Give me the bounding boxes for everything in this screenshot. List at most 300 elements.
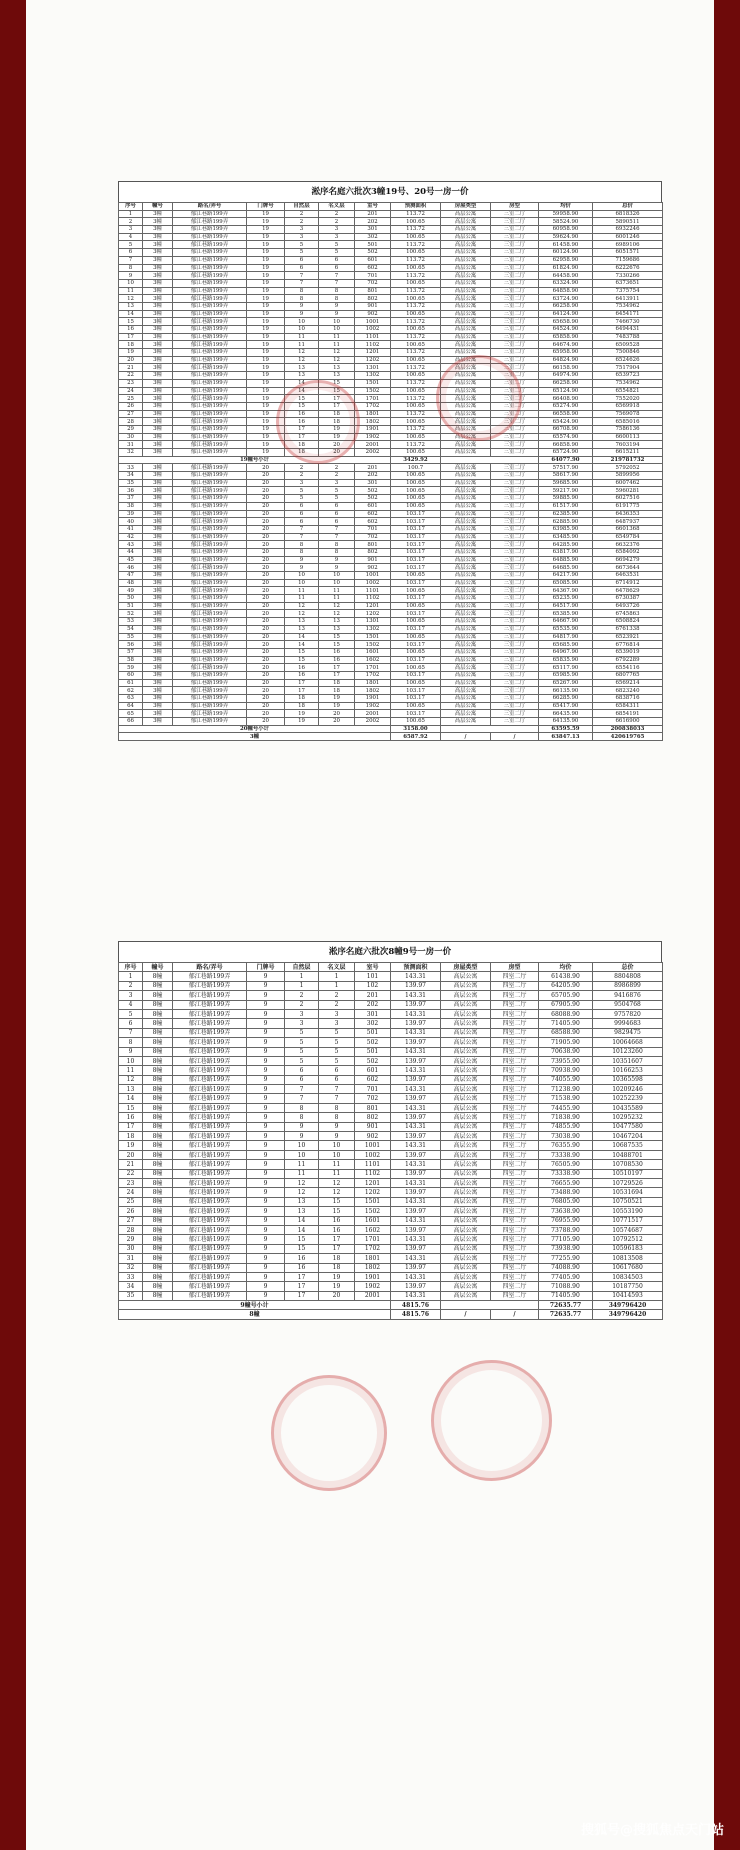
- table-cell: 1101: [355, 587, 391, 595]
- table-row: [119, 1263, 663, 1272]
- table-cell: 9: [319, 302, 355, 310]
- table-cell: 高层公寓: [441, 518, 491, 526]
- table-cell: 郁江巷路199弄: [173, 479, 247, 487]
- table-cell: 郁江巷路199弄: [173, 349, 247, 357]
- table-cell: 51: [119, 602, 143, 610]
- table-cell: 66135.90: [539, 687, 593, 695]
- table-cell: 高层公寓: [441, 1197, 491, 1206]
- table-cell: 三室二厅: [491, 564, 539, 572]
- table-cell: 3: [285, 233, 319, 241]
- table-cell: 三室二厅: [491, 372, 539, 380]
- table-cell: 9994683: [593, 1019, 663, 1028]
- table-row: [119, 479, 663, 487]
- table-cell: 17: [319, 664, 355, 672]
- table-cell: 1901: [355, 1272, 391, 1281]
- table-cell: 1801: [355, 679, 391, 687]
- table-cell: 高层公寓: [441, 1094, 491, 1103]
- table-cell: 1102: [355, 595, 391, 603]
- table-cell: 65685.90: [539, 641, 593, 649]
- table-cell: 郁江巷路199弄: [173, 210, 247, 218]
- table-cell: 3幢: [143, 487, 173, 495]
- table-cell: 43: [119, 541, 143, 549]
- table-cell: 8幢: [143, 1291, 173, 1300]
- table-cell: 8幢: [143, 1075, 173, 1084]
- table-cell: 郁江巷路199弄: [173, 241, 247, 249]
- table-cell: 1102: [355, 1169, 391, 1178]
- table-row: [119, 1056, 663, 1065]
- table-cell: 9: [247, 1085, 285, 1094]
- table-cell: 1701: [355, 1235, 391, 1244]
- table-cell: 9504768: [593, 1000, 663, 1009]
- table-cell: 1002: [355, 1150, 391, 1159]
- table-cell: 3幢: [143, 548, 173, 556]
- table-cell: 302: [355, 1019, 391, 1028]
- table-cell: 602: [355, 518, 391, 526]
- table-cell: 3幢: [143, 695, 173, 703]
- table-cell: 24: [119, 387, 143, 395]
- table-cell: 郁江巷路199弄: [173, 495, 247, 503]
- table-cell: 73938.90: [539, 1244, 593, 1253]
- table-cell: 65724.90: [539, 449, 593, 457]
- summary-avg-price: 64077.90: [539, 456, 593, 464]
- table-cell: 32: [119, 449, 143, 457]
- table-cell: 郁江巷路199弄: [173, 1085, 247, 1094]
- table-cell: 三室二厅: [491, 256, 539, 264]
- table-cell: 高层公寓: [441, 1000, 491, 1009]
- table-cell: 郁江巷路199弄: [173, 718, 247, 726]
- table-cell: 113.72: [391, 287, 441, 295]
- table-cell: 16: [285, 410, 319, 418]
- table-cell: 139.97: [391, 1207, 441, 1216]
- table-cell: 65424.90: [539, 418, 593, 426]
- table-cell: 23: [119, 379, 143, 387]
- table-cell: 71088.90: [539, 1282, 593, 1291]
- table-cell: 四室二厅: [491, 1263, 539, 1272]
- table-cell: 8幢: [143, 1169, 173, 1178]
- table-cell: 103.17: [391, 533, 441, 541]
- table-cell: 65658.90: [539, 318, 593, 326]
- column-header: 室号: [355, 203, 391, 211]
- table-cell: 郁江巷路199弄: [173, 1254, 247, 1263]
- table-cell: 1001: [355, 572, 391, 580]
- table-row: [119, 679, 663, 687]
- table-cell: 18: [285, 449, 319, 457]
- table-cell: 3幢: [143, 556, 173, 564]
- table-cell: 502: [355, 487, 391, 495]
- table-cell: 1101: [355, 1160, 391, 1169]
- table-cell: 6730387: [593, 595, 663, 603]
- table-row: [119, 510, 663, 518]
- table-row: [119, 379, 663, 387]
- summary-label: 19幢号小计: [119, 456, 391, 464]
- table-cell: 9: [247, 1094, 285, 1103]
- table-cell: 701: [355, 272, 391, 280]
- table-cell: 73788.90: [539, 1225, 593, 1234]
- column-header: 预测面积: [391, 963, 441, 972]
- table-cell: 7552020: [593, 395, 663, 403]
- table-cell: 100.65: [391, 418, 441, 426]
- table-row: [119, 610, 663, 618]
- table-cell: 3: [285, 479, 319, 487]
- table-cell: 602: [355, 1075, 391, 1084]
- table-cell: 20: [247, 479, 285, 487]
- table-cell: 1901: [355, 695, 391, 703]
- table-cell: 郁江巷路199弄: [173, 610, 247, 618]
- table-cell: 三室二厅: [491, 610, 539, 618]
- table-cell: 13: [319, 372, 355, 380]
- table-cell: 三室二厅: [491, 464, 539, 472]
- table-cell: 11: [285, 341, 319, 349]
- table-cell: 16: [119, 326, 143, 334]
- table-title: 淞序名庭六批次8幢9号一房一价: [118, 941, 662, 962]
- table-cell: 19: [119, 1141, 143, 1150]
- table-cell: 20: [247, 718, 285, 726]
- table-cell: 郁江巷路199弄: [173, 972, 247, 981]
- table-cell: 三室二厅: [491, 702, 539, 710]
- table-cell: 70638.90: [539, 1047, 593, 1056]
- subtotal-row: [119, 456, 663, 464]
- table-cell: 三室二厅: [491, 618, 539, 626]
- table-cell: 6493726: [593, 602, 663, 610]
- table-cell: 郁江巷路199弄: [173, 218, 247, 226]
- table-cell: 高层公寓: [441, 287, 491, 295]
- table-cell: 5: [285, 1047, 319, 1056]
- table-cell: 6554821: [593, 387, 663, 395]
- table-cell: 100.65: [391, 356, 441, 364]
- table-cell: 2: [285, 218, 319, 226]
- table-cell: 143.31: [391, 1009, 441, 1018]
- table-cell: 5: [285, 249, 319, 257]
- table-cell: 21: [119, 1160, 143, 1169]
- table-cell: 65535.90: [539, 625, 593, 633]
- table-cell: 100.65: [391, 387, 441, 395]
- table-cell: 郁江巷路199弄: [173, 702, 247, 710]
- table-cell: 三室二厅: [491, 379, 539, 387]
- table-cell: 郁江巷路199弄: [173, 433, 247, 441]
- table-cell: 10166253: [593, 1066, 663, 1075]
- table-cell: 10435589: [593, 1103, 663, 1112]
- table-cell: 18: [285, 695, 319, 703]
- table-cell: 19: [247, 256, 285, 264]
- table-cell: 8幢: [143, 1141, 173, 1150]
- table-cell: 19: [247, 449, 285, 457]
- table-cell: 12: [285, 602, 319, 610]
- table-cell: 高层公寓: [441, 648, 491, 656]
- table-cell: 20: [247, 548, 285, 556]
- table-cell: 高层公寓: [441, 356, 491, 364]
- table-cell: 三室二厅: [491, 648, 539, 656]
- table-cell: 802: [355, 295, 391, 303]
- table-cell: 2: [285, 210, 319, 218]
- table-cell: 15: [285, 656, 319, 664]
- table-row: [119, 1103, 663, 1112]
- table-cell: 2: [319, 472, 355, 480]
- table-cell: 61438.90: [539, 972, 593, 981]
- table-cell: 郁江巷路199弄: [173, 579, 247, 587]
- table-cell: 郁江巷路199弄: [173, 318, 247, 326]
- table-cell: 12: [319, 1188, 355, 1197]
- table-cell: 100.65: [391, 310, 441, 318]
- table-cell: 郁江巷路199弄: [173, 226, 247, 234]
- table-cell: 100.65: [391, 279, 441, 287]
- table-cell: 17: [119, 333, 143, 341]
- table-cell: 7: [285, 1094, 319, 1103]
- table-row: [119, 1197, 663, 1206]
- table-cell: 1001: [355, 318, 391, 326]
- table-cell: 郁江巷路199弄: [173, 548, 247, 556]
- table-cell: 30: [119, 433, 143, 441]
- table-cell: 6508824: [593, 618, 663, 626]
- table-cell: 1201: [355, 602, 391, 610]
- table-cell: 701: [355, 525, 391, 533]
- table-cell: 3幢: [143, 395, 173, 403]
- table-cell: 46: [119, 564, 143, 572]
- empty-cell: [441, 456, 539, 464]
- table-cell: 64858.90: [539, 287, 593, 295]
- table-cell: 7: [119, 1028, 143, 1037]
- column-header: 房型: [491, 963, 539, 972]
- table-cell: 113.72: [391, 425, 441, 433]
- table-cell: 高层公寓: [441, 595, 491, 603]
- official-seal: [431, 1360, 552, 1481]
- table-cell: 2: [285, 472, 319, 480]
- table-cell: 3幢: [143, 449, 173, 457]
- table-cell: 10708530: [593, 1160, 663, 1169]
- table-cell: 郁江巷路199弄: [173, 981, 247, 990]
- table-cell: 202: [355, 218, 391, 226]
- table-cell: 高层公寓: [441, 1207, 491, 1216]
- table-cell: 7466730: [593, 318, 663, 326]
- table-row: [119, 295, 663, 303]
- table-cell: 郁江巷路199弄: [173, 364, 247, 372]
- table-cell: 20: [247, 518, 285, 526]
- table-cell: 103.17: [391, 541, 441, 549]
- table-cell: 42: [119, 533, 143, 541]
- table-cell: 3幢: [143, 402, 173, 410]
- table-cell: 19: [247, 326, 285, 334]
- table-cell: 高层公寓: [441, 1103, 491, 1112]
- table-row: [119, 525, 663, 533]
- table-cell: 三室二厅: [491, 302, 539, 310]
- table-row: [119, 633, 663, 641]
- table-cell: 郁江巷路199弄: [173, 272, 247, 280]
- table-cell: 10617680: [593, 1263, 663, 1272]
- table-cell: 17: [285, 1272, 319, 1281]
- table-cell: 100.65: [391, 449, 441, 457]
- table-cell: 301: [355, 226, 391, 234]
- table-cell: 郁江巷路199弄: [173, 1038, 247, 1047]
- price-table: [118, 202, 663, 741]
- table-cell: 15: [319, 633, 355, 641]
- table-cell: 8: [319, 1113, 355, 1122]
- table-cell: 17: [285, 1282, 319, 1291]
- table-cell: 19: [247, 387, 285, 395]
- table-cell: 郁江巷路199弄: [173, 302, 247, 310]
- table-cell: 19: [247, 395, 285, 403]
- table-cell: 65417.90: [539, 702, 593, 710]
- table-cell: 郁江巷路199弄: [173, 425, 247, 433]
- table-cell: 郁江巷路199弄: [173, 1282, 247, 1291]
- table-row: [119, 364, 663, 372]
- table-cell: 19: [247, 418, 285, 426]
- table-cell: 高层公寓: [441, 1254, 491, 1263]
- table-cell: 5: [119, 1009, 143, 1018]
- table-cell: 8幢: [143, 991, 173, 1000]
- table-cell: 高层公寓: [441, 1291, 491, 1300]
- table-cell: 35: [119, 479, 143, 487]
- table-cell: 郁江巷路199弄: [173, 264, 247, 272]
- table-cell: 高层公寓: [441, 1141, 491, 1150]
- table-cell: 5792052: [593, 464, 663, 472]
- table-cell: 37: [119, 495, 143, 503]
- table-cell: 65705.90: [539, 991, 593, 1000]
- table-cell: 103.17: [391, 556, 441, 564]
- table-cell: 8幢: [143, 1178, 173, 1187]
- table-row: [119, 587, 663, 595]
- table-cell: 17: [285, 679, 319, 687]
- table-cell: 6524626: [593, 356, 663, 364]
- table-cell: 3幢: [143, 410, 173, 418]
- table-cell: 9: [319, 310, 355, 318]
- table-cell: 三室二厅: [491, 572, 539, 580]
- table-cell: 三室二厅: [491, 664, 539, 672]
- table-cell: 三室二厅: [491, 249, 539, 257]
- table-cell: 郁江巷路199弄: [173, 326, 247, 334]
- table-cell: 59885.90: [539, 495, 593, 503]
- table-cell: 14: [119, 310, 143, 318]
- table-cell: 3: [119, 991, 143, 1000]
- table-cell: 三室二厅: [491, 387, 539, 395]
- table-cell: 7375754: [593, 287, 663, 295]
- table-cell: 76805.90: [539, 1197, 593, 1206]
- table-cell: 四室二厅: [491, 1075, 539, 1084]
- table-cell: 18: [319, 679, 355, 687]
- table-cell: 6549784: [593, 533, 663, 541]
- table-cell: 20: [247, 495, 285, 503]
- table-cell: 12: [319, 356, 355, 364]
- table-row: [119, 1085, 663, 1094]
- table-cell: 郁江巷路199弄: [173, 410, 247, 418]
- table-cell: 高层公寓: [441, 249, 491, 257]
- table-cell: 16: [319, 648, 355, 656]
- table-row: [119, 664, 663, 672]
- table-cell: 郁江巷路199弄: [173, 372, 247, 380]
- table-cell: 5: [319, 241, 355, 249]
- table-cell: 66858.90: [539, 441, 593, 449]
- table-cell: 100.65: [391, 702, 441, 710]
- table-cell: 20: [247, 587, 285, 595]
- table-cell: 7: [119, 256, 143, 264]
- table-cell: 11: [319, 587, 355, 595]
- table-cell: 65858.90: [539, 333, 593, 341]
- table-row: [119, 264, 663, 272]
- table-cell: 9: [247, 1150, 285, 1159]
- table-cell: 20: [247, 564, 285, 572]
- table-cell: 11: [285, 587, 319, 595]
- table-cell: 301: [355, 1009, 391, 1018]
- table-cell: 19: [319, 1282, 355, 1291]
- table-cell: 1601: [355, 1216, 391, 1225]
- table-cell: 61824.90: [539, 264, 593, 272]
- table-cell: 103.17: [391, 525, 441, 533]
- table-cell: 65385.90: [539, 610, 593, 618]
- table-cell: 3幢: [143, 241, 173, 249]
- column-header: 名义层: [319, 963, 355, 972]
- table-cell: 3幢: [143, 633, 173, 641]
- table-cell: 3幢: [143, 310, 173, 318]
- table-cell: 143.31: [391, 1103, 441, 1112]
- table-cell: 高层公寓: [441, 702, 491, 710]
- table-cell: 602: [355, 510, 391, 518]
- official-seal: [271, 1375, 387, 1491]
- table-cell: 郁江巷路199弄: [173, 310, 247, 318]
- table-cell: 3幢: [143, 295, 173, 303]
- table-cell: 5: [285, 241, 319, 249]
- table-cell: 3幢: [143, 425, 173, 433]
- table-cell: 高层公寓: [441, 1178, 491, 1187]
- table-cell: 113.72: [391, 395, 441, 403]
- table-cell: 113.72: [391, 272, 441, 280]
- table-cell: 6: [319, 1075, 355, 1084]
- table-cell: 三室二厅: [491, 595, 539, 603]
- subtotal-row: [119, 1301, 663, 1310]
- table-cell: 60124.90: [539, 249, 593, 257]
- table-cell: 3幢: [143, 249, 173, 257]
- table-cell: 201: [355, 464, 391, 472]
- table-cell: 3幢: [143, 656, 173, 664]
- table-row: [119, 579, 663, 587]
- table-cell: 10: [319, 572, 355, 580]
- table-cell: 59: [119, 664, 143, 672]
- table-cell: 20: [247, 595, 285, 603]
- table-cell: 三室二厅: [491, 418, 539, 426]
- table-cell: 17: [319, 671, 355, 679]
- table-cell: 高层公寓: [441, 664, 491, 672]
- table-cell: 6823240: [593, 687, 663, 695]
- table-cell: 64367.90: [539, 587, 593, 595]
- table-cell: 3幢: [143, 541, 173, 549]
- table-cell: 6373651: [593, 279, 663, 287]
- table-cell: 6539723: [593, 372, 663, 380]
- table-cell: 8幢: [143, 1263, 173, 1272]
- table-cell: 10: [319, 1141, 355, 1150]
- table-cell: 四室二厅: [491, 1216, 539, 1225]
- table-row: [119, 1235, 663, 1244]
- table-cell: 17: [319, 402, 355, 410]
- table-cell: 高层公寓: [441, 579, 491, 587]
- table-cell: 郁江巷路199弄: [173, 695, 247, 703]
- table-cell: 502: [355, 249, 391, 257]
- table-cell: 三室二厅: [491, 479, 539, 487]
- column-header: 序号: [119, 963, 143, 972]
- column-header: 房屋类型: [441, 963, 491, 972]
- table-cell: 三室二厅: [491, 502, 539, 510]
- table-cell: 郁江巷路199弄: [173, 449, 247, 457]
- table-cell: 三室二厅: [491, 541, 539, 549]
- column-header: 序号: [119, 203, 143, 211]
- table-cell: 10209246: [593, 1085, 663, 1094]
- table-cell: 6: [285, 256, 319, 264]
- table-cell: 郁江巷路199弄: [173, 1225, 247, 1234]
- table-cell: 17: [285, 433, 319, 441]
- table-cell: 高层公寓: [441, 210, 491, 218]
- table-cell: 65235.90: [539, 595, 593, 603]
- table-cell: 202: [355, 1000, 391, 1009]
- table-cell: 5: [285, 1038, 319, 1047]
- table-cell: 高层公寓: [441, 410, 491, 418]
- table-row: [119, 1113, 663, 1122]
- table-cell: 33: [119, 464, 143, 472]
